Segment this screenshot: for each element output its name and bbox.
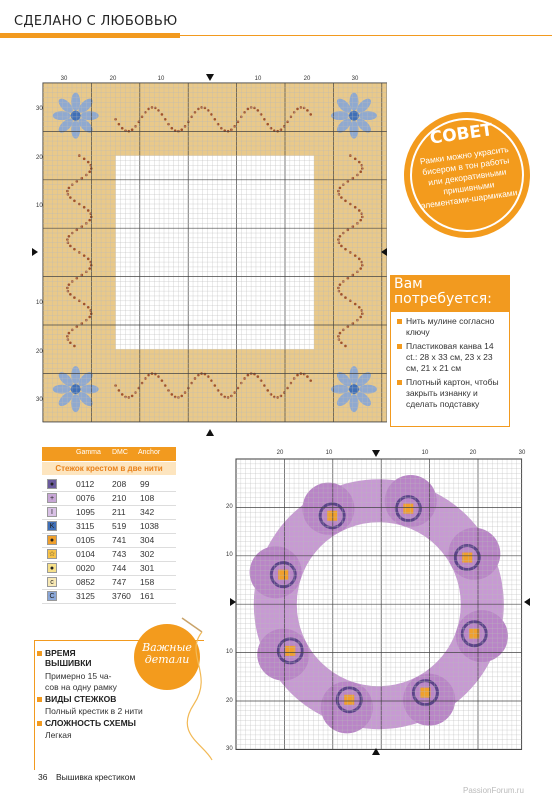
key-cell-anchor: 161	[140, 591, 155, 601]
stitch-symbol-icon: K	[47, 521, 57, 531]
stitch-symbol-icon: c	[47, 577, 57, 587]
key-cell-anchor: 108	[140, 493, 155, 503]
materials-item: Нить мулине согласно ключу	[397, 316, 507, 338]
key-subtitle: Стежок крестом в две нити	[42, 462, 176, 475]
key-cell-dmc: 211	[112, 507, 126, 517]
key-col-anchor: Anchor	[138, 449, 161, 456]
stitch-symbol-icon: ●	[47, 563, 57, 573]
chart2-left-tick: 30	[226, 746, 233, 752]
stitch-symbol-icon: ☆	[48, 551, 56, 558]
key-cell-gamma: 3125	[76, 591, 95, 601]
stitch-symbol-icon: C	[47, 591, 57, 601]
time-label-line1: ВРЕМЯ	[45, 648, 76, 658]
key-cell-gamma: 3115	[76, 521, 95, 531]
key-row	[42, 477, 176, 491]
tip-title: СОВЕТ	[428, 120, 494, 149]
stitch-value: Полный крестик в 2 нити	[45, 706, 143, 716]
key-cell-dmc: 3760	[112, 591, 131, 601]
key-row	[42, 505, 176, 519]
page-header	[0, 0, 552, 40]
chart2-left-tick: 10	[226, 649, 233, 655]
center-arrow-left	[32, 248, 38, 256]
tip-badge	[396, 104, 538, 246]
time-label-line2: ВЫШИВКИ	[45, 658, 92, 668]
stitch-symbol-icon: +	[47, 493, 57, 503]
key-row	[42, 589, 176, 603]
key-row	[42, 519, 176, 533]
chart1-top-tick: 10	[254, 76, 262, 82]
chart1-left-tick: 10	[36, 300, 43, 306]
key-cell-dmc: 747	[112, 577, 127, 587]
chart2-top-tick: 20	[469, 450, 477, 456]
difficulty-label: СЛОЖНОСТЬ СХЕМЫ	[35, 718, 136, 728]
watermark: PassionForum.ru	[463, 786, 524, 795]
center-arrow-top	[372, 450, 380, 457]
time-value-line1: Примерно 15 ча-	[45, 671, 112, 681]
key-cell-anchor: 342	[140, 507, 155, 517]
chart2-top-tick: 20	[276, 450, 284, 456]
chart2-top-tick: 10	[421, 450, 429, 456]
key-header	[42, 447, 176, 461]
chart2-left-tick: 20	[226, 504, 233, 510]
thread-key-table	[42, 447, 176, 605]
materials-title-line2: потребуется:	[394, 291, 492, 307]
key-cell-dmc: 519	[112, 521, 127, 531]
details-badge-line1: Важные	[142, 641, 192, 654]
center-arrow-left	[230, 598, 236, 606]
materials-title	[390, 275, 510, 312]
tip-text: Рамки можно украсить бисером в тон работы или декоративными пришивными элементами-шармиками.	[419, 144, 521, 211]
key-cell-anchor: 99	[140, 479, 150, 489]
frame-pattern-chart	[32, 72, 387, 440]
key-cell-anchor: 1038	[140, 521, 159, 531]
key-cell-gamma: 0020	[76, 563, 95, 573]
chart1-top-tick: 20	[303, 76, 311, 82]
key-cell-dmc: 744	[112, 563, 127, 573]
chart2-top-tick: 10	[325, 450, 333, 456]
chart1-top-tick: 30	[351, 76, 359, 82]
stitch-symbol-icon: ●	[47, 479, 57, 489]
materials-box	[390, 275, 510, 427]
key-col-dmc: DMC	[112, 449, 128, 456]
page-number: 36	[38, 772, 48, 782]
chart1-left-tick: 10	[36, 203, 43, 209]
time-value-line2: сов на одну рамку	[45, 682, 117, 692]
header-accent-bar	[0, 33, 180, 38]
stitch-label: ВИДЫ СТЕЖКОВ	[35, 694, 116, 704]
stitch-symbol-icon: ●	[47, 535, 57, 545]
key-cell-gamma: 1095	[76, 507, 95, 517]
stitch-symbol-icon: I	[47, 507, 57, 517]
key-cell-anchor: 158	[140, 577, 155, 587]
chart1-top-tick: 10	[157, 76, 165, 82]
chart1-top-tick: 20	[109, 76, 117, 82]
round-frame-pattern-chart	[226, 446, 530, 756]
key-cell-gamma: 0105	[76, 535, 95, 545]
chart2-left-tick: 20	[226, 698, 233, 704]
section-title: СДЕЛАНО С ЛЮБОВЬЮ	[14, 14, 178, 29]
materials-item: Плотный картон, чтобы закрыть изнанку и сделать подставку	[397, 377, 507, 410]
chart2-top-tick: 30	[518, 450, 526, 456]
key-row	[42, 533, 176, 547]
key-cell-gamma: 0076	[76, 493, 95, 503]
chart1-left-tick: 30	[36, 397, 43, 403]
details-badge-line2: детали	[144, 653, 190, 666]
key-cell-anchor: 302	[140, 549, 155, 559]
key-row	[42, 575, 176, 589]
center-arrow-bottom	[206, 429, 214, 436]
key-row	[42, 561, 176, 575]
chart1-left-tick: 20	[36, 349, 43, 355]
key-cell-dmc: 741	[112, 535, 127, 545]
header-rule	[180, 35, 552, 36]
chart2-left-tick: 10	[226, 552, 233, 558]
key-cell-gamma: 0104	[76, 549, 95, 559]
key-col-gamma: Gamma	[76, 449, 101, 456]
chart1-left-tick: 20	[36, 155, 43, 161]
materials-item: Пластиковая канва 14 ct.: 28 x 33 см, 23 x 23 см, 21 x 21 см	[397, 341, 507, 374]
time-label	[35, 648, 92, 668]
chart1-top-tick: 30	[60, 76, 68, 82]
key-cell-dmc: 743	[112, 549, 127, 559]
key-row	[42, 547, 176, 561]
needle-icon	[174, 614, 214, 764]
key-row	[42, 491, 176, 505]
center-arrow-right	[524, 598, 530, 606]
key-cell-anchor: 301	[140, 563, 155, 573]
magazine-name: Вышивка крестиком	[56, 772, 136, 782]
difficulty-value: Легкая	[45, 730, 72, 740]
materials-list	[397, 316, 507, 413]
key-cell-anchor: 304	[140, 535, 155, 545]
key-cell-dmc: 208	[112, 479, 127, 489]
materials-title-line1: Вам	[394, 276, 423, 292]
chart1-left-tick: 30	[36, 106, 43, 112]
key-cell-gamma: 0852	[76, 577, 95, 587]
key-cell-dmc: 210	[112, 493, 127, 503]
details-badge	[134, 624, 200, 690]
center-arrow-top	[206, 74, 214, 81]
key-cell-gamma: 0112	[76, 479, 95, 489]
